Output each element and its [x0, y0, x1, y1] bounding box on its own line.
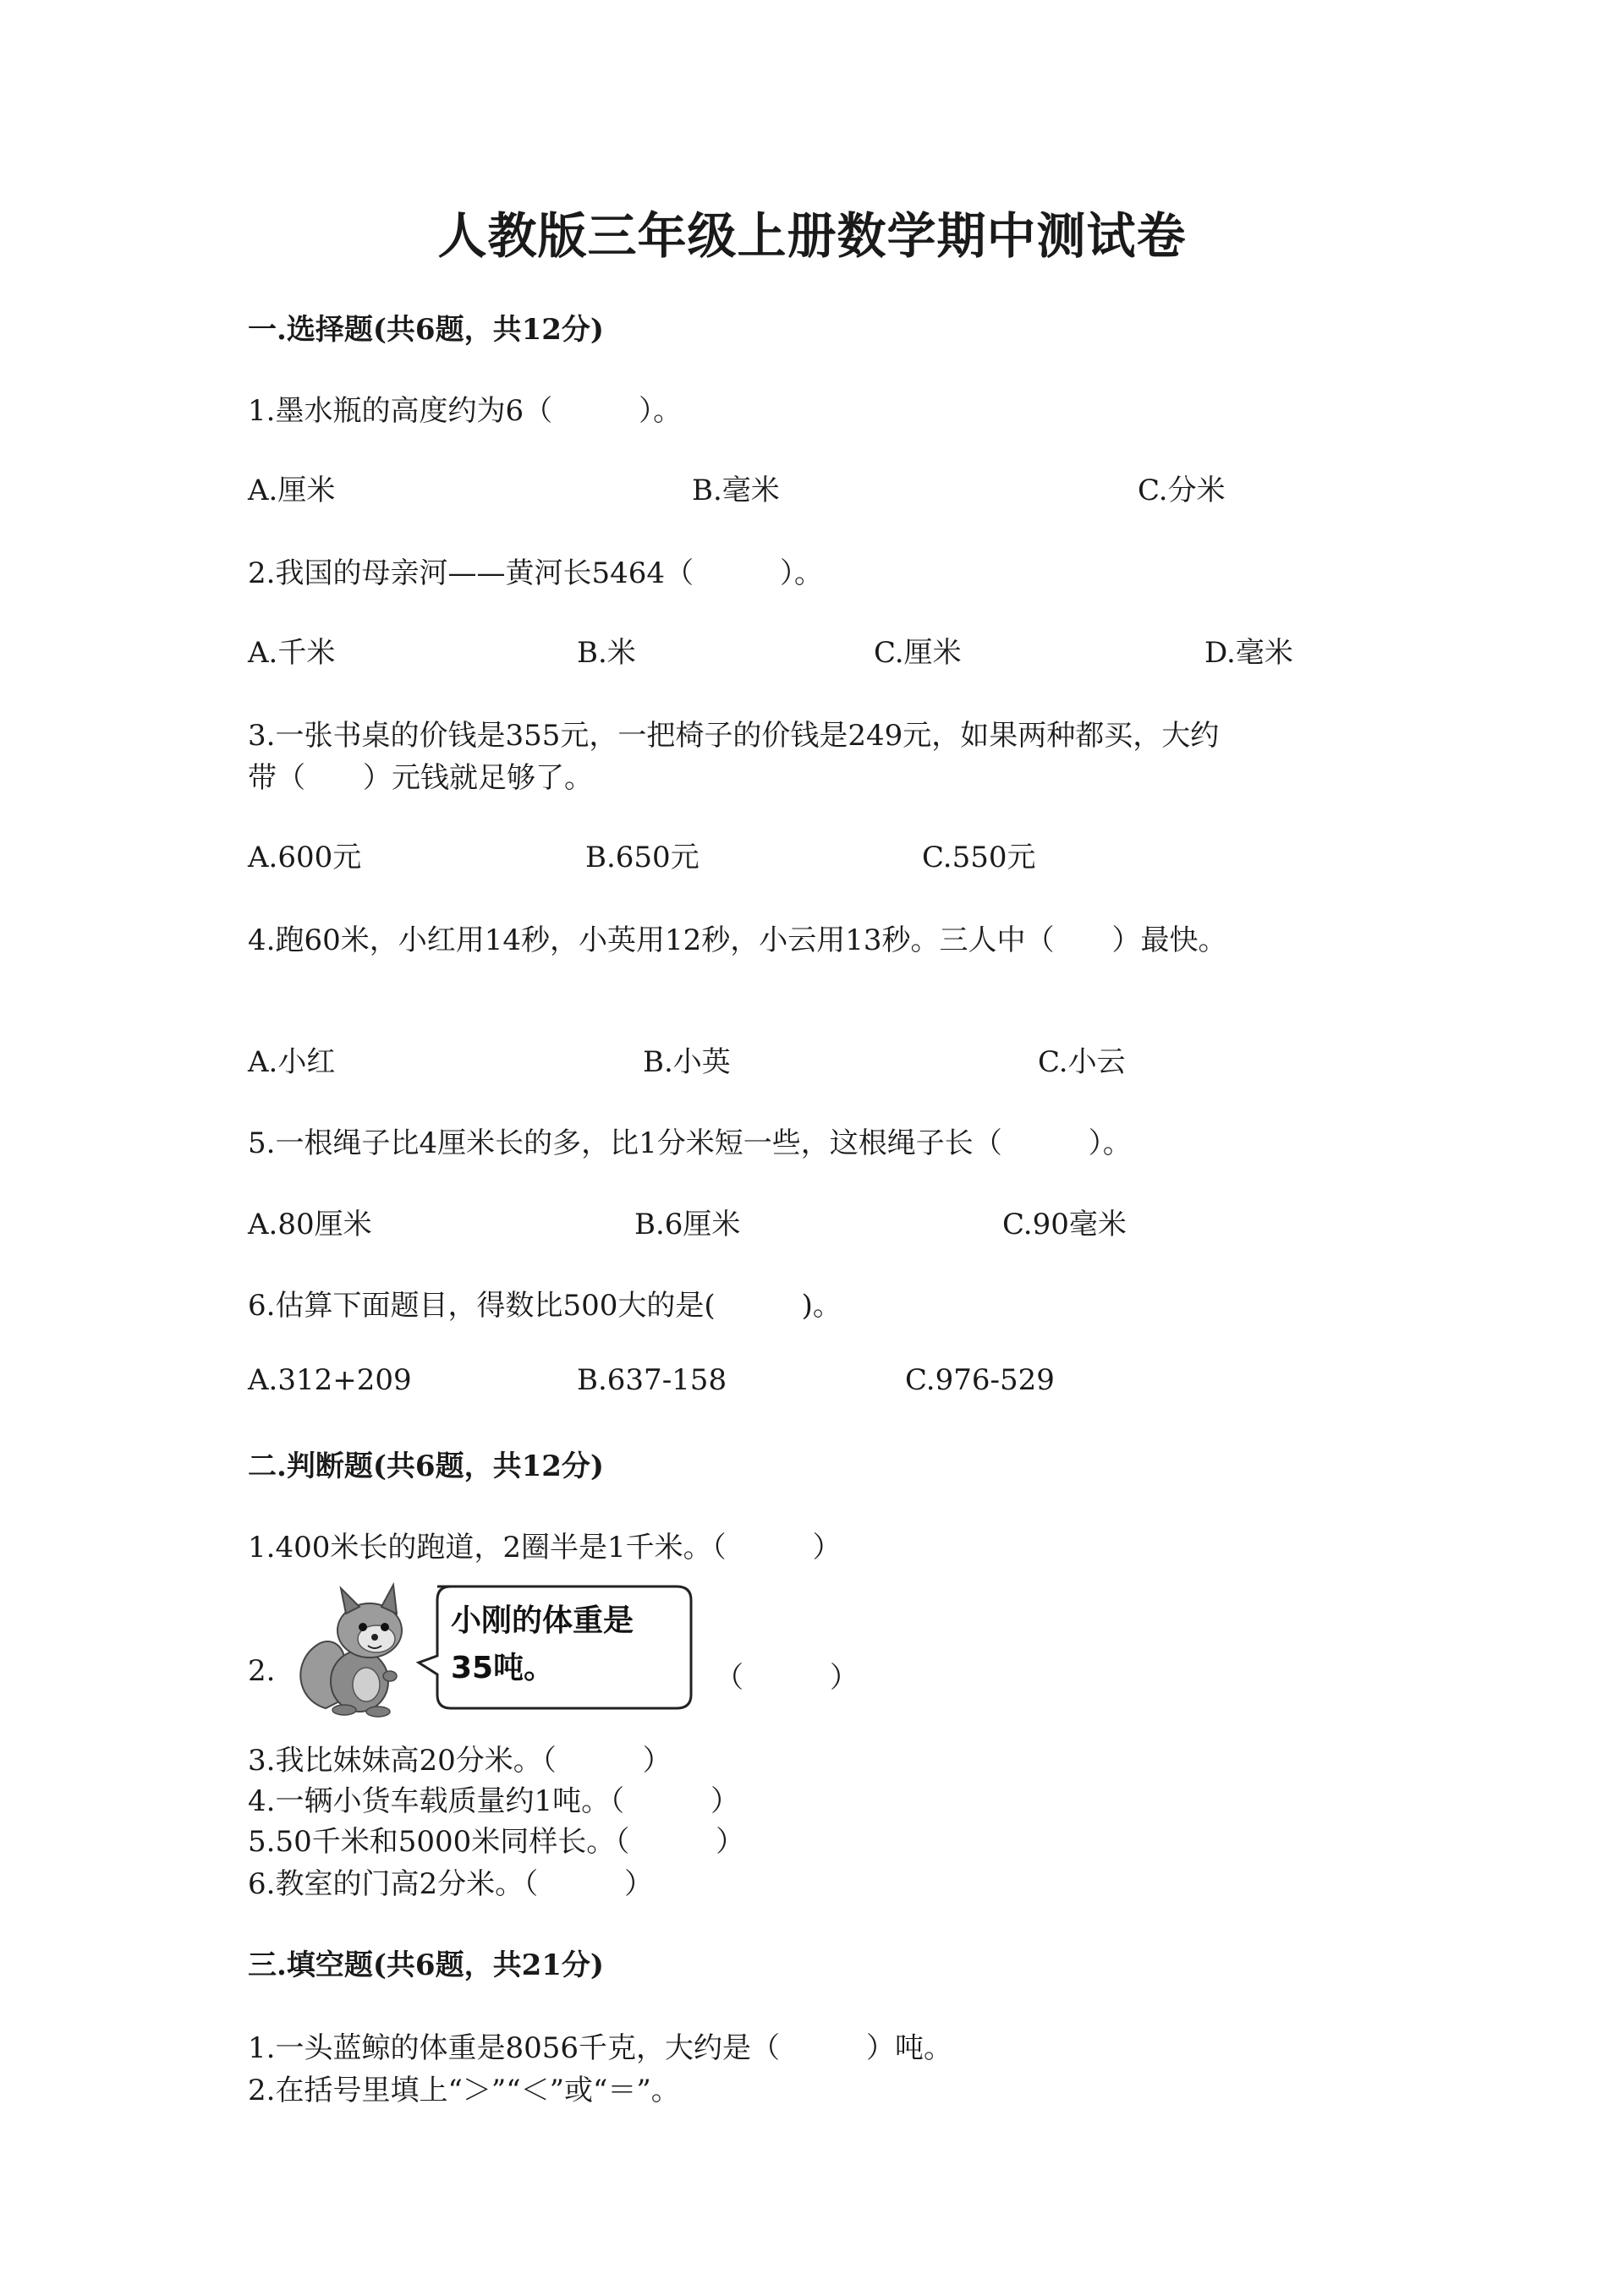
option-1-4-b: B.小英 [643, 1045, 731, 1079]
question-1-3-line-2: 带（ ）元钱就足够了。 [248, 761, 593, 795]
question-2-1: 1.400米长的跑道，2圈半是1千米。（ ） [248, 1531, 842, 1564]
speech-bubble-line-2: 35吨。 [451, 1651, 555, 1685]
section-heading-fill-blank: 三.填空题(共6题，共21分) [248, 1948, 604, 1982]
question-2-3: 3.我比妹妹高20分米。（ ） [248, 1744, 672, 1778]
option-1-2-d: D.毫米 [1204, 636, 1293, 670]
option-1-5-b: B.6厘米 [634, 1208, 741, 1241]
question-3-2: 2.在括号里填上“＞”“＜”或“＝”。 [248, 2074, 680, 2107]
speech-bubble-line-1: 小刚的体重是 [451, 1603, 634, 1638]
option-1-6-a: A.312+209 [248, 1363, 412, 1397]
option-1-3-c: C.550元 [922, 841, 1036, 874]
page-title: 人教版三年级上册数学期中测试卷 [437, 207, 1187, 265]
question-1-5: 5.一根绳子比4厘米长的多，比1分米短一些，这根绳子长（ ）。 [248, 1126, 1132, 1160]
option-1-4-a: A.小红 [248, 1045, 336, 1079]
question-2-4: 4.一辆小货车载质量约1吨。（ ） [248, 1784, 740, 1818]
squirrel-speech-illustration [292, 1581, 698, 1725]
section-heading-choice: 一.选择题(共6题，共12分) [248, 313, 604, 347]
section-heading-judgement: 二.判断题(共6题，共12分) [248, 1449, 604, 1483]
option-1-3-a: A.600元 [248, 841, 362, 874]
option-1-2-a: A.千米 [248, 636, 336, 670]
option-1-1-b: B.毫米 [692, 474, 780, 507]
question-1-4: 4.跑60米，小红用14秒，小英用12秒，小云用13秒。三人中（ ）最快。 [248, 923, 1227, 957]
question-1-6: 6.估算下面题目，得数比500大的是( )。 [248, 1289, 842, 1323]
option-1-6-c: C.976-529 [905, 1363, 1055, 1397]
question-1-1: 1.墨水瓶的高度约为6（ ）。 [248, 394, 683, 428]
option-1-2-b: B.米 [577, 636, 636, 670]
option-1-1-c: C.分米 [1138, 474, 1226, 507]
question-2-2-blank: （ ） [715, 1661, 859, 1695]
option-1-6-b: B.637-158 [577, 1363, 727, 1397]
option-1-5-a: A.80厘米 [248, 1208, 372, 1241]
question-2-6: 6.教室的门高2分米。（ ） [248, 1867, 654, 1901]
question-2-2-number: 2. [248, 1654, 276, 1688]
option-1-1-a: A.厘米 [248, 474, 336, 507]
question-3-1: 1.一头蓝鲸的体重是8056千克，大约是（ ）吨。 [248, 2031, 952, 2065]
option-1-4-c: C.小云 [1038, 1045, 1126, 1079]
option-1-2-c: C.厘米 [874, 636, 962, 670]
question-1-2: 2.我国的母亲河——黄河长5464（ ）。 [248, 556, 823, 590]
question-1-3-line-1: 3.一张书桌的价钱是355元，一把椅子的价钱是249元，如果两种都买，大约 [248, 719, 1220, 753]
option-1-5-c: C.90毫米 [1002, 1208, 1127, 1241]
option-1-3-b: B.650元 [585, 841, 700, 874]
question-2-5: 5.50千米和5000米同样长。（ ） [248, 1825, 745, 1859]
